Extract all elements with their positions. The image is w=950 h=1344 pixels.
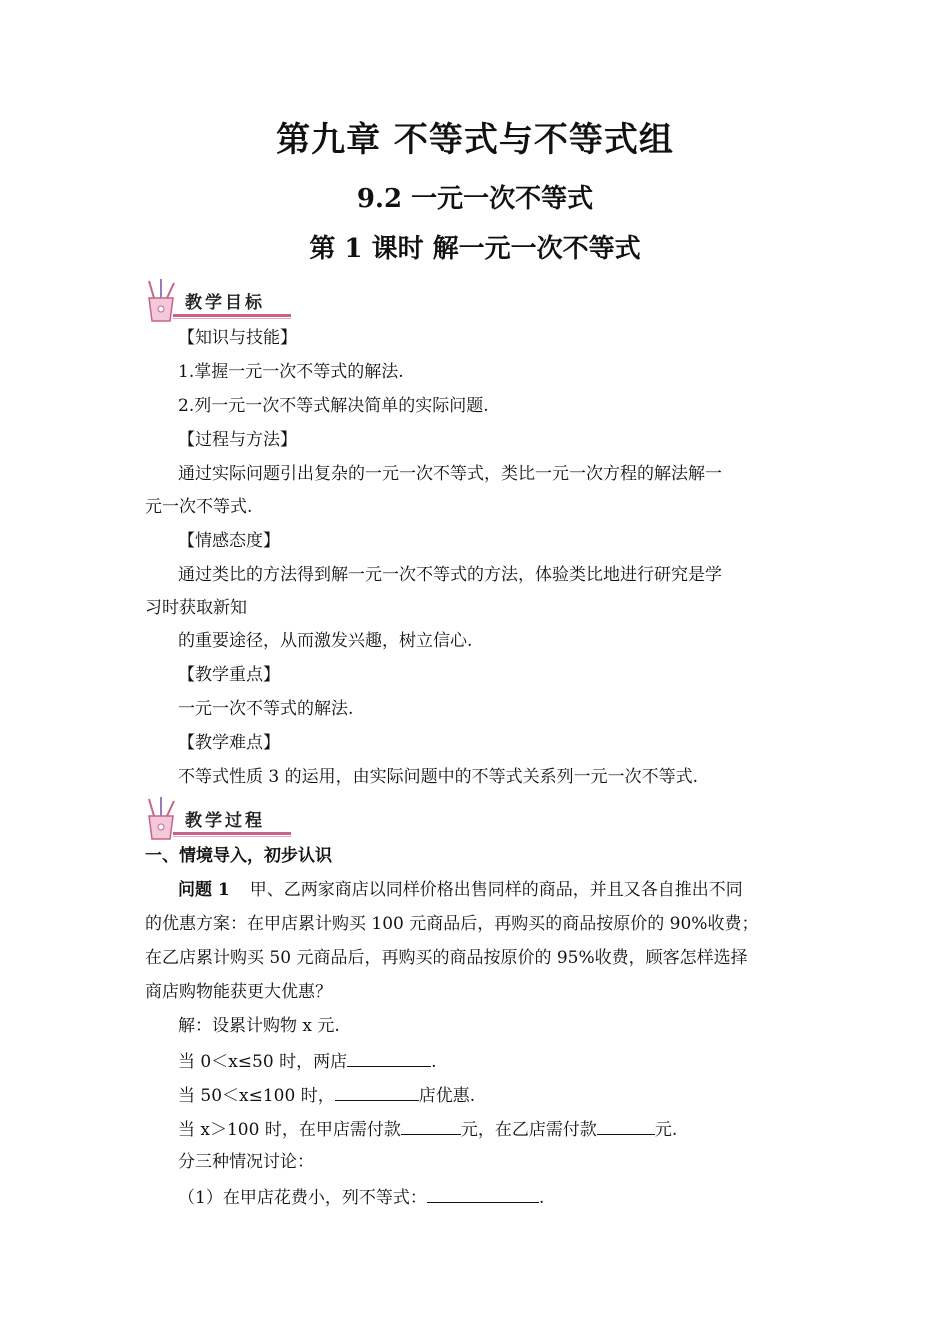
process-text-1: 通过实际问题引出复杂的一元一次不等式，类比一元一次方程的解法解一: [178, 464, 722, 484]
case-2-text: 当 50＜x≤100 时，: [178, 1086, 335, 1106]
goals-banner-label: 教学目标: [185, 293, 265, 313]
process-text-2: 元一次不等式.: [145, 497, 253, 517]
case-2-end: 店优惠.: [418, 1086, 476, 1106]
case-1-text: 当 0＜x≤50 时，两店: [178, 1052, 348, 1072]
case-3-end: 元.: [654, 1120, 678, 1140]
case-1-line: [178, 1050, 437, 1072]
case-2-line: [178, 1084, 475, 1106]
banner-underline-thin: [173, 836, 291, 837]
solution-intro: 解：设累计购物 x 元.: [178, 1016, 340, 1036]
process-banner-label: 教学过程: [185, 811, 265, 831]
problem-1-text: 甲、乙两家商店以同样价格出售同样的商品，并且又各自推出不同: [249, 880, 743, 900]
problem-1-line-3: 在乙店累计购买 50 元商品后，再购买的商品按原价的 95%收费，顾客怎样选择: [145, 948, 748, 968]
section-heading-1: 一、情境导入，初步认识: [145, 846, 332, 866]
knowledge-item-2: 2.列一元一次不等式解决简单的实际问题.: [178, 396, 489, 416]
banner-underline-thin: [173, 318, 291, 319]
answer-blank[interactable]: [347, 1050, 431, 1067]
process-heading: 【过程与方法】: [178, 430, 297, 450]
case-1-end: .: [431, 1052, 437, 1072]
answer-blank[interactable]: [401, 1118, 461, 1135]
problem-1-line-2: 的优惠方案：在甲店累计购买 100 元商品后，再购买的商品按原价的 90%收费；: [145, 914, 759, 934]
answer-blank[interactable]: [427, 1186, 539, 1203]
discussion-item-1-text: （1）在甲店花费小，列不等式：: [178, 1188, 427, 1208]
discussion-item-1-end: .: [538, 1188, 545, 1208]
answer-blank[interactable]: [597, 1118, 655, 1135]
case-3-mid: 元，在乙店需付款: [460, 1120, 597, 1140]
problem-1-line-4: 商店购物能获更大优惠？: [145, 982, 332, 1002]
case-3-text: 当 x＞100 时，在甲店需付款: [178, 1120, 401, 1140]
discussion-intro: 分三种情况讨论：: [178, 1152, 314, 1172]
chapter-title: 第九章 不等式与不等式组: [276, 120, 674, 160]
goals-banner: [143, 278, 293, 326]
key-heading: 【教学重点】: [178, 665, 280, 685]
problem-1-label: 问题 1: [178, 880, 230, 900]
problem-1-line-1: [178, 880, 743, 900]
lesson-title: 第 1 课时 解一元一次不等式: [309, 234, 641, 264]
difficulty-heading: 【教学难点】: [178, 733, 280, 753]
section-title: 9.2 一元一次不等式: [356, 184, 594, 214]
knowledge-heading: 【知识与技能】: [178, 328, 297, 348]
answer-blank[interactable]: [335, 1084, 419, 1101]
discussion-item-1: [178, 1186, 544, 1208]
process-banner: [143, 796, 293, 844]
key-text: 一元一次不等式的解法.: [178, 699, 354, 719]
knowledge-item-1: 1.掌握一元一次不等式的解法.: [178, 362, 404, 382]
difficulty-text: 不等式性质 3 的运用，由实际问题中的不等式关系列一元一次不等式.: [178, 767, 699, 787]
emotion-text-1: 通过类比的方法得到解一元一次不等式的方法，体验类比地进行研究是学: [178, 565, 722, 585]
emotion-text-2: 习时获取新知: [145, 598, 247, 618]
emotion-text-3: 的重要途径，从而激发兴趣，树立信心.: [178, 631, 473, 651]
banner-underline: [173, 314, 291, 317]
case-3-line: [178, 1118, 677, 1140]
banner-underline: [173, 832, 291, 835]
emotion-heading: 【情感态度】: [178, 531, 280, 551]
